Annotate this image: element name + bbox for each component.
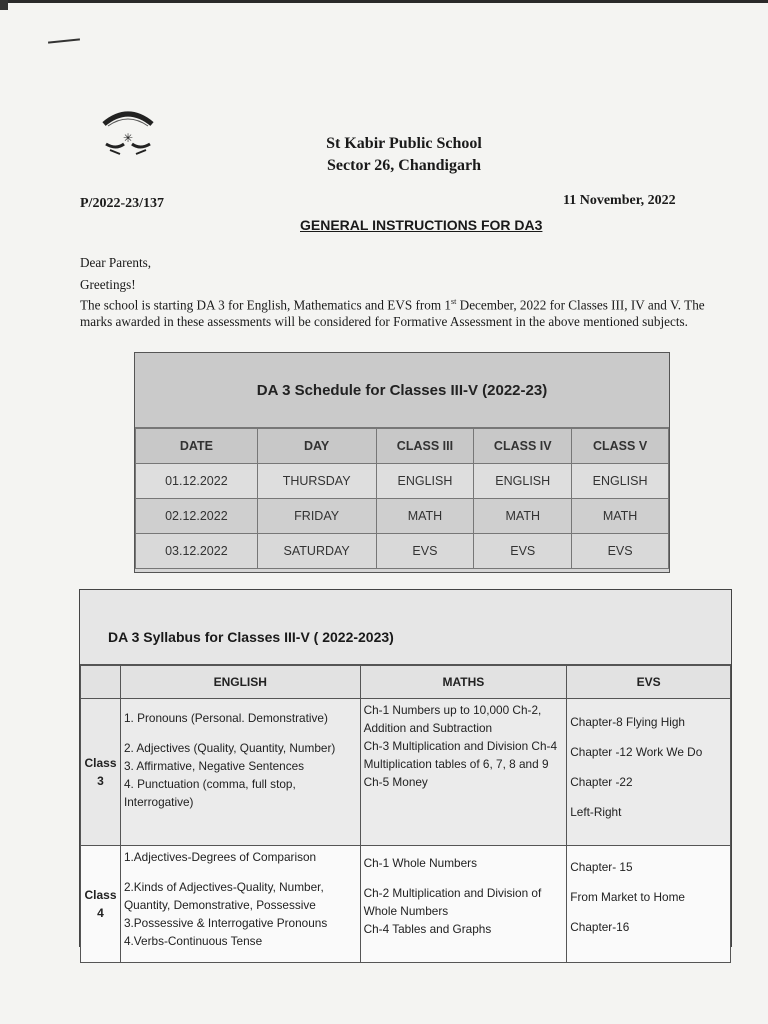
schedule-cell: ENGLISH [572,464,669,499]
syllabus-header-cell: MATHS [360,666,567,699]
schedule-cell: MATH [376,499,474,534]
syllabus-line: Ch-2 Multiplication and Division of [363,886,542,900]
syllabus-line: Chapter-16 [570,920,630,934]
schedule-header-cell: DATE [136,429,258,464]
document-heading: GENERAL INSTRUCTIONS FOR DA3 [300,217,543,233]
schedule-cell: 01.12.2022 [136,464,258,499]
maths-syllabus [360,846,567,963]
schedule-cell: ENGLISH [474,464,572,499]
evs-syllabus [567,846,731,963]
schedule-header-cell: DAY [257,429,376,464]
syllabus-line: Quantity, Demonstrative, Possessive [123,898,316,912]
letter-date: 11 November, 2022 [563,193,676,208]
class-label-word: Class [84,888,117,902]
syllabus-table [79,589,732,947]
syllabus-line: Chapter -12 Work We Do [570,745,703,759]
syllabus-line: Whole Numbers [363,904,449,918]
evs-syllabus [567,699,731,846]
syllabus-header-row [81,666,731,699]
syllabus-header-cell: EVS [567,666,731,699]
syllabus-line: Addition and Subtraction [363,721,493,735]
svg-text:✳: ✳ [122,131,134,145]
syllabus-line: 3.Possessive & Interrogative Pronouns [123,916,328,930]
schedule-cell: ENGLISH [376,464,474,499]
syllabus-line: 2.Kinds of Adjectives-Quality, Number, [123,880,324,894]
class-label-number: 4 [97,906,104,920]
english-syllabus [120,699,360,846]
schedule-cell: EVS [474,534,572,569]
syllabus-line: 2. Adjectives (Quality, Quantity, Number) [123,741,336,755]
school-name: St Kabir Public School [326,135,482,152]
syllabus-line: Ch-3 Multiplication and Division Ch-4 [363,739,557,753]
syllabus-row-class-3 [81,699,731,846]
syllabus-line: 1. Pronouns (Personal. Demonstrative) [123,711,328,725]
schedule-cell: EVS [376,534,474,569]
schedule-cell: THURSDAY [257,464,376,499]
syllabus-line: Chapter- 15 [570,860,633,874]
schedule-header-cell: CLASS III [376,429,474,464]
syllabus-line: 4. Punctuation (comma, full stop, [123,777,296,791]
syllabus-title-bar [80,590,731,665]
schedule-header-row [136,429,669,464]
syllabus-line: Ch-5 Money [363,775,428,789]
schedule-table [134,352,670,573]
syllabus-line: Ch-4 Tables and Graphs [363,922,492,936]
class-label [81,699,121,846]
greeting: Greetings! [80,277,136,292]
schedule-cell: 02.12.2022 [136,499,258,534]
letter-body [80,293,710,330]
syllabus-line: From Market to Home [570,890,685,904]
syllabus-line: Chapter -22 [570,775,633,789]
scan-mark [48,38,80,43]
schedule-header-cell: CLASS V [572,429,669,464]
syllabus-line: 4.Verbs-Continuous Tense [123,934,263,948]
class-label [81,846,121,963]
reference-number: P/2022-23/137 [80,196,164,211]
syllabus-row-class-4 [81,846,731,963]
syllabus-line: Multiplication tables of 6, 7, 8 and 9 [363,757,549,771]
syllabus-title: DA 3 Syllabus for Classes III-V ( 2022-2023) [108,629,394,645]
schedule-cell: MATH [474,499,572,534]
class-label-word: Class [84,756,117,770]
schedule-cell: MATH [572,499,669,534]
schedule-cell: FRIDAY [257,499,376,534]
syllabus-header-cell [81,666,121,699]
letter-body-start: The school is starting DA 3 for English, Mathematics and EVS from 1 [80,297,452,313]
syllabus-header-cell: ENGLISH [120,666,360,699]
scan-top-edge [0,0,768,10]
schedule-row [136,464,669,499]
syllabus-line: 3. Affirmative, Negative Sentences [123,759,305,773]
schedule-cell: 03.12.2022 [136,534,258,569]
schedule-row [136,534,669,569]
syllabus-line: Ch-1 Whole Numbers [363,856,477,870]
syllabus-line: Chapter-8 Flying High [570,715,685,729]
english-syllabus [120,846,360,963]
maths-syllabus [360,699,567,846]
schedule-title: DA 3 Schedule for Classes III-V (2022-23) [135,353,669,428]
syllabus-line: Left-Right [570,805,622,819]
class-label-number: 3 [97,774,104,788]
schedule-cell: SATURDAY [257,534,376,569]
school-address: Sector 26, Chandigarh [327,157,481,174]
syllabus-line: Ch-1 Numbers up to 10,000 Ch-2, [363,703,542,717]
ordinal-suffix: st [451,297,457,306]
schedule-row [136,499,669,534]
schedule-header-cell: CLASS IV [474,429,572,464]
schedule-cell: EVS [572,534,669,569]
syllabus-line: 1.Adjectives-Degrees of Comparison [123,850,317,864]
letter-body-end: December, 2022 for Classes III, IV and V. The marks awarded in these assessments will be considered for Formative Assessment in the above mentioned subjects. [80,297,705,330]
syllabus-line: Interrogative) [123,795,194,809]
salutation: Dear Parents, [80,255,152,270]
